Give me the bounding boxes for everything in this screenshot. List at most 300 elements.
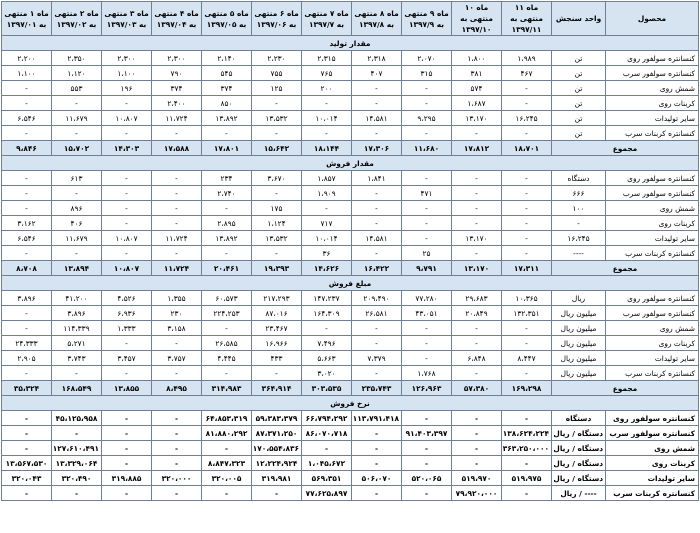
table-row xyxy=(2,216,699,231)
value-cell: ۶،۵۴۶ xyxy=(2,111,52,126)
value-cell: - xyxy=(402,351,452,366)
value-cell: ۲۵ xyxy=(402,246,452,261)
value-cell: - xyxy=(302,441,352,456)
product-cell: شمش روی xyxy=(606,441,699,456)
table-row xyxy=(2,336,699,351)
product-cell: کنسانتره سولفور روی xyxy=(606,171,699,186)
value-cell: ۲،۳۱۸ xyxy=(352,51,402,66)
value-cell: - xyxy=(152,216,202,231)
value-cell: - xyxy=(402,126,452,141)
value-cell: - xyxy=(2,426,52,441)
table-row xyxy=(2,51,699,66)
unit-cell: دستگاه / ریال xyxy=(552,426,606,441)
table-row xyxy=(2,426,699,441)
value-cell: - xyxy=(502,336,552,351)
value-cell: - xyxy=(202,201,252,216)
value-cell: ۷۱۷ xyxy=(302,216,352,231)
value-cell: ۳۲۰،۰۰۵ xyxy=(202,471,252,486)
value-cell: ۱۰،۰۱۴ xyxy=(302,231,352,246)
value-cell: - xyxy=(2,411,52,426)
value-cell: - xyxy=(2,486,52,501)
value-cell: ۸،۴۴۷ xyxy=(502,351,552,366)
value-cell: ۱۱،۶۷۹ xyxy=(52,111,102,126)
value-cell: ۶،۵۴۶ xyxy=(2,231,52,246)
value-cell: - xyxy=(2,201,52,216)
product-cell: سایر تولیدات xyxy=(606,111,699,126)
value-cell: ۲،۴۰۰ xyxy=(152,96,202,111)
value-cell: - xyxy=(102,411,152,426)
value-cell: - xyxy=(402,171,452,186)
header-month: ماه ۶ منتهی به ۱۳۹۷/۰۶ xyxy=(252,2,302,36)
header-month: ماه ۱ منتهی به ۱۳۹۷/۰۱ xyxy=(2,2,52,36)
total-value-cell: ۳۱۴،۹۸۳ xyxy=(202,381,252,396)
value-cell: - xyxy=(252,366,302,381)
unit-cell: تن xyxy=(552,96,606,111)
value-cell: ۶،۹۳۶ xyxy=(102,306,152,321)
product-cell: کربنات روی xyxy=(606,456,699,471)
value-cell: ۲۰۹،۴۹۰ xyxy=(352,291,402,306)
value-cell: - xyxy=(352,486,402,501)
value-cell: ۳،۰۲۰ xyxy=(302,366,352,381)
value-cell: ۱۴۷،۲۳۷ xyxy=(302,291,352,306)
value-cell: - xyxy=(502,321,552,336)
value-cell: - xyxy=(302,201,352,216)
value-cell: ۲،۳۵۰ xyxy=(52,51,102,66)
value-cell: ۱۳،۳۲۹،۰۶۴ xyxy=(52,456,102,471)
value-cell: - xyxy=(52,126,102,141)
value-cell: ۳،۶۷۰ xyxy=(252,171,302,186)
total-value-cell: ۵۷،۳۸۰ xyxy=(452,381,502,396)
value-cell: - xyxy=(352,81,402,96)
value-cell: ۴،۵۲۶ xyxy=(102,291,152,306)
value-cell: - xyxy=(2,246,52,261)
value-cell: - xyxy=(252,126,302,141)
value-cell: - xyxy=(452,366,502,381)
value-cell: - xyxy=(152,126,202,141)
value-cell: - xyxy=(202,486,252,501)
table-row xyxy=(2,96,699,111)
unit-cell: دستگاه / ریال xyxy=(552,441,606,456)
value-cell: - xyxy=(2,366,52,381)
value-cell: ۱۳،۱۷۰ xyxy=(452,111,502,126)
value-cell: ۲۳۴ xyxy=(202,171,252,186)
value-cell: ۳۸۱ xyxy=(452,66,502,81)
total-value-cell: ۱۸،۱۴۴ xyxy=(302,141,352,156)
value-cell: - xyxy=(152,441,202,456)
total-value-cell: ۹،۸۴۶ xyxy=(2,141,52,156)
value-cell: - xyxy=(152,246,202,261)
value-cell: ۸۷،۳۷۱،۲۵۰ xyxy=(252,426,302,441)
value-cell: - xyxy=(202,246,252,261)
total-value-cell: ۱۳،۱۷۰ xyxy=(452,261,502,276)
total-value-cell: ۱۹،۳۹۳ xyxy=(252,261,302,276)
value-cell: ۴۳۳ xyxy=(252,351,302,366)
product-cell: کنسانتره سولفور روی xyxy=(606,291,699,306)
value-cell: ۲۳،۴۶۷ xyxy=(252,321,302,336)
value-cell: ۶۴،۸۵۳،۳۱۹ xyxy=(202,411,252,426)
value-cell: - xyxy=(502,201,552,216)
header-product: محصول xyxy=(606,2,699,36)
value-cell: - xyxy=(402,336,452,351)
value-cell: ۷۹،۹۲۰،۰۰۰ xyxy=(452,486,502,501)
value-cell: - xyxy=(352,126,402,141)
value-cell: ۱۱،۶۷۹ xyxy=(52,231,102,246)
unit-cell: دستگاه / ریال xyxy=(552,471,606,486)
header-month: ماه ۸ منتهی به ۱۳۹۷/۸ xyxy=(352,2,402,36)
value-cell: - xyxy=(452,321,502,336)
section-title: مبلغ فروش xyxy=(2,276,699,291)
value-cell: ۲،۸۹۵ xyxy=(202,216,252,231)
value-cell: - xyxy=(302,321,352,336)
value-cell: ۲۱۷،۲۹۳ xyxy=(252,291,302,306)
value-cell: - xyxy=(2,186,52,201)
value-cell: ۳،۴۵۷ xyxy=(102,351,152,366)
value-cell: ۱۴،۵۸۱ xyxy=(352,231,402,246)
value-cell: - xyxy=(202,321,252,336)
total-value-cell: ۳۶۴،۹۱۴ xyxy=(252,381,302,396)
value-cell: ۳،۸۹۶ xyxy=(52,306,102,321)
value-cell: ۱۳۸،۶۲۴،۲۲۴ xyxy=(502,426,552,441)
value-cell: ۱،۰۴۵،۶۷۲ xyxy=(302,456,352,471)
value-cell: ۵،۲۷۱ xyxy=(52,336,102,351)
value-cell: - xyxy=(152,456,202,471)
table-row xyxy=(2,186,699,201)
value-cell: - xyxy=(102,441,152,456)
table-row xyxy=(2,441,699,456)
total-value-cell: ۳۵،۳۲۴ xyxy=(2,381,52,396)
value-cell: - xyxy=(352,321,402,336)
value-cell: ۶،۸۴۸ xyxy=(452,351,502,366)
value-cell: ۳،۷۵۷ xyxy=(152,351,202,366)
value-cell: - xyxy=(152,366,202,381)
value-cell: ۲،۹۰۵ xyxy=(2,351,52,366)
value-cell: ۳۱۹،۸۸۵ xyxy=(102,471,152,486)
value-cell: - xyxy=(452,186,502,201)
value-cell: - xyxy=(102,201,152,216)
value-cell: - xyxy=(352,336,402,351)
value-cell: - xyxy=(402,321,452,336)
value-cell: ۵۹،۳۸۳،۳۷۹ xyxy=(252,411,302,426)
value-cell: ۱۱،۷۲۴ xyxy=(152,111,202,126)
value-cell: - xyxy=(2,441,52,456)
value-cell: ۳،۱۶۲ xyxy=(2,216,52,231)
product-cell: کنسانتره سولفور سرب xyxy=(606,66,699,81)
value-cell: ۴۵،۱۲۵،۹۵۸ xyxy=(52,411,102,426)
value-cell: ۷،۳۷۹ xyxy=(352,351,402,366)
value-cell: - xyxy=(52,426,102,441)
total-value-cell: ۲۰،۴۶۱ xyxy=(202,261,252,276)
value-cell: ۳۷۴ xyxy=(152,81,202,96)
value-cell: - xyxy=(402,201,452,216)
header-month: ماه ۵ منتهی به ۱۳۹۷/۰۵ xyxy=(202,2,252,36)
value-cell: - xyxy=(52,246,102,261)
value-cell: ۱۲۷،۶۱۰،۴۹۱ xyxy=(52,441,102,456)
total-label: مجموع xyxy=(552,381,699,396)
section-header-row xyxy=(2,396,699,411)
value-cell: - xyxy=(152,201,202,216)
value-cell: ۲۶،۵۸۱ xyxy=(352,306,402,321)
product-cell: سایر تولیدات xyxy=(606,351,699,366)
value-cell: ۵۱۹،۹۷۵ xyxy=(502,471,552,486)
value-cell: - xyxy=(352,366,402,381)
value-cell: - xyxy=(352,216,402,231)
total-value-cell: ۱۴،۶۲۶ xyxy=(302,261,352,276)
unit-cell: ---- / ریال xyxy=(552,486,606,501)
value-cell: ۲،۱۴۰ xyxy=(202,51,252,66)
total-value-cell: ۱۶۹،۲۹۸ xyxy=(502,381,552,396)
unit-cell: تن xyxy=(552,81,606,96)
value-cell: ۴۰۷ xyxy=(352,66,402,81)
value-cell: - xyxy=(502,216,552,231)
value-cell: ۱۱،۷۲۴ xyxy=(152,231,202,246)
unit-cell: دستگاه xyxy=(552,411,606,426)
product-cell: کنسانتره سولفور روی xyxy=(606,411,699,426)
value-cell: - xyxy=(502,366,552,381)
value-cell: - xyxy=(102,171,152,186)
value-cell: - xyxy=(402,231,452,246)
value-cell: - xyxy=(152,171,202,186)
value-cell: - xyxy=(2,81,52,96)
value-cell: - xyxy=(502,456,552,471)
value-cell: ۱۰،۸۰۷ xyxy=(102,111,152,126)
table-row xyxy=(2,456,699,471)
product-cell: کنسانتره کربنات سرب xyxy=(606,246,699,261)
table-row xyxy=(2,126,699,141)
value-cell: - xyxy=(402,456,452,471)
value-cell: - xyxy=(402,81,452,96)
total-value-cell: ۱۱،۶۸۰ xyxy=(402,141,452,156)
table-row xyxy=(2,291,699,306)
unit-cell: ۶۶۶ xyxy=(552,186,606,201)
unit-cell: دستگاه / ریال xyxy=(552,456,606,471)
value-cell: - xyxy=(502,246,552,261)
value-cell: ۱۴،۵۸۱ xyxy=(352,111,402,126)
value-cell: - xyxy=(502,171,552,186)
value-cell: ۲،۳۰۰ xyxy=(152,51,202,66)
value-cell: ۱۲،۲۲۴،۹۲۴ xyxy=(252,456,302,471)
unit-cell: تن xyxy=(552,66,606,81)
value-cell: - xyxy=(52,486,102,501)
value-cell: - xyxy=(452,246,502,261)
total-value-cell: ۳۰۳،۵۳۵ xyxy=(302,381,352,396)
header-month: ماه ۳ منتهی به ۱۳۹۷/۰۳ xyxy=(102,2,152,36)
header-row xyxy=(2,2,699,36)
value-cell: ۱۳،۸۹۲ xyxy=(202,231,252,246)
value-cell: ۷۷،۶۲۵،۸۹۷ xyxy=(302,486,352,501)
total-value-cell: ۱۷،۸۰۱ xyxy=(202,141,252,156)
value-cell: - xyxy=(502,96,552,111)
value-cell: ۵۵۳ xyxy=(52,81,102,96)
unit-cell: میلیون ریال xyxy=(552,366,606,381)
value-cell: ۲۹،۶۸۳ xyxy=(452,291,502,306)
value-cell: ۳۱۹،۹۸۱ xyxy=(252,471,302,486)
value-cell: ۱۳،۵۶۷،۵۳۰ xyxy=(2,456,52,471)
value-cell: - xyxy=(202,366,252,381)
value-cell: ۳۶۳،۲۵۰،۰۰۰ xyxy=(502,441,552,456)
value-cell: - xyxy=(452,336,502,351)
value-cell: - xyxy=(252,96,302,111)
value-cell: ۳۲۰،۰۰۰ xyxy=(152,471,202,486)
table-row xyxy=(2,81,699,96)
total-value-cell: ۱۲۶،۹۶۳ xyxy=(402,381,452,396)
value-cell: - xyxy=(2,306,52,321)
unit-cell: ۱۶،۲۴۵ xyxy=(552,231,606,246)
value-cell: ۶۰،۵۷۳ xyxy=(202,291,252,306)
product-cell: کنسانتره کربنات سرب xyxy=(606,126,699,141)
value-cell: ۱،۱۰۰ xyxy=(102,66,152,81)
value-cell: ۵۱۹،۹۷۰ xyxy=(452,471,502,486)
value-cell: ۱۱۳،۷۹۱،۴۱۸ xyxy=(352,411,402,426)
value-cell: ۱۳،۵۳۲ xyxy=(252,111,302,126)
table-row xyxy=(2,306,699,321)
unit-cell: میلیون ریال xyxy=(552,306,606,321)
value-cell: ۴،۴۴۵ xyxy=(202,351,252,366)
total-value-cell: ۱۵،۶۴۲ xyxy=(252,141,302,156)
value-cell: - xyxy=(202,441,252,456)
value-cell: - xyxy=(402,411,452,426)
value-cell: ۷۶۵ xyxy=(302,66,352,81)
value-cell: ۴۷۱ xyxy=(402,186,452,201)
total-value-cell: ۱۷،۳۱۱ xyxy=(502,261,552,276)
unit-cell: تن xyxy=(552,51,606,66)
value-cell: - xyxy=(102,246,152,261)
value-cell: ۱،۸۵۷ xyxy=(302,171,352,186)
value-cell: ۱۳،۵۳۲ xyxy=(252,231,302,246)
table-row xyxy=(2,171,699,186)
value-cell: ۸۶،۰۷۰،۷۱۸ xyxy=(302,426,352,441)
value-cell: - xyxy=(52,186,102,201)
value-cell: ۳۲۰،۴۹۰ xyxy=(52,471,102,486)
value-cell: ۳۷۴ xyxy=(202,81,252,96)
value-cell: ۹۱،۴۰۳،۳۹۷ xyxy=(402,426,452,441)
total-value-cell: ۱۶،۴۲۲ xyxy=(352,261,402,276)
value-cell: - xyxy=(502,231,552,246)
total-value-cell: ۸،۴۹۵ xyxy=(152,381,202,396)
total-value-cell: ۱۷،۳۰۶ xyxy=(352,141,402,156)
unit-cell: میلیون ریال xyxy=(552,321,606,336)
product-cell: سایر تولیدات xyxy=(606,231,699,246)
table-row xyxy=(2,321,699,336)
value-cell: ۱۰،۳۶۵ xyxy=(502,291,552,306)
value-cell: - xyxy=(2,96,52,111)
value-cell: - xyxy=(152,486,202,501)
value-cell: - xyxy=(102,456,152,471)
value-cell: - xyxy=(102,96,152,111)
value-cell: ۱،۳۳۳ xyxy=(102,321,152,336)
value-cell: - xyxy=(452,426,502,441)
value-cell: ۱،۹۸۹ xyxy=(502,51,552,66)
value-cell: ۲،۳۰۰ xyxy=(102,51,152,66)
value-cell: ۱۲۵ xyxy=(252,81,302,96)
total-value-cell: ۱۳،۸۹۴ xyxy=(52,261,102,276)
value-cell: ۱۰،۰۱۴ xyxy=(302,111,352,126)
value-cell: ۴۰۶ xyxy=(52,216,102,231)
value-cell: - xyxy=(502,81,552,96)
value-cell: ۲۰،۸۴۹ xyxy=(452,306,502,321)
value-cell: ۲،۷۴۰ xyxy=(202,186,252,201)
value-cell: ۵۰۶،۰۷۰ xyxy=(352,471,402,486)
product-cell: کنسانتره سولفور سرب xyxy=(606,306,699,321)
value-cell: - xyxy=(52,366,102,381)
header-month: ماه ۲ منتهی به ۱۳۹۷/۰۲ xyxy=(52,2,102,36)
value-cell: - xyxy=(152,426,202,441)
value-cell: ۱،۶۸۷ xyxy=(452,96,502,111)
value-cell: ۳۲۰،۰۴۳ xyxy=(2,471,52,486)
value-cell: ۲،۳۱۵ xyxy=(302,51,352,66)
value-cell: - xyxy=(202,126,252,141)
value-cell: - xyxy=(402,441,452,456)
monthly-report-table xyxy=(1,1,699,501)
value-cell: - xyxy=(452,171,502,186)
unit-cell: ---- xyxy=(552,246,606,261)
value-cell: - xyxy=(102,426,152,441)
product-cell: کنسانتره کربنات سرب xyxy=(606,366,699,381)
value-cell: ۲،۲۰۰ xyxy=(2,51,52,66)
table-row xyxy=(2,111,699,126)
product-cell: کنسانتره کربنات سرب xyxy=(606,486,699,501)
value-cell: ۷،۴۹۶ xyxy=(302,336,352,351)
value-cell: ۵۶۹،۳۵۱ xyxy=(302,471,352,486)
total-value-cell: ۱۸،۷۰۱ xyxy=(502,141,552,156)
header-month: ماه ۷ منتهی به ۱۳۹۷/۷ xyxy=(302,2,352,36)
value-cell: - xyxy=(102,366,152,381)
value-cell: ۱،۸۰۰ xyxy=(452,51,502,66)
value-cell: ۶۱۳ xyxy=(52,171,102,186)
value-cell: - xyxy=(352,426,402,441)
unit-cell: میلیون ریال xyxy=(552,336,606,351)
value-cell: ۱،۹۰۹ xyxy=(302,186,352,201)
value-cell: ۱۶۴،۳۰۹ xyxy=(302,306,352,321)
value-cell: - xyxy=(352,246,402,261)
value-cell: - xyxy=(452,201,502,216)
product-cell: کربنات روی xyxy=(606,336,699,351)
value-cell: ۲،۲۳۰ xyxy=(252,51,302,66)
product-cell: سایر تولیدات xyxy=(606,471,699,486)
value-cell: - xyxy=(502,126,552,141)
total-value-cell: ۸،۷۰۸ xyxy=(2,261,52,276)
value-cell: - xyxy=(502,411,552,426)
value-cell: ۱،۱۲۰ xyxy=(52,66,102,81)
product-cell: کنسانتره سولفور سرب xyxy=(606,426,699,441)
value-cell: - xyxy=(352,201,402,216)
total-label: مجموع xyxy=(552,141,699,156)
value-cell: ۱،۱۰۰ xyxy=(2,66,52,81)
value-cell: ۵۷۴ xyxy=(452,81,502,96)
value-cell: ۵۲۰،۰۶۵ xyxy=(402,471,452,486)
section-header-row xyxy=(2,276,699,291)
value-cell: ۴۳،۰۵۱ xyxy=(402,306,452,321)
value-cell: - xyxy=(152,186,202,201)
product-cell: کربنات روی xyxy=(606,216,699,231)
total-row xyxy=(2,141,699,156)
value-cell: ۲۲۴،۲۵۳ xyxy=(202,306,252,321)
unit-cell: ریال xyxy=(552,291,606,306)
total-label: مجموع xyxy=(552,261,699,276)
report-page xyxy=(0,1,700,533)
value-cell: ۴۶۷ xyxy=(502,66,552,81)
value-cell: - xyxy=(102,126,152,141)
value-cell: ۸۵۰ xyxy=(202,96,252,111)
unit-cell: میلیون ریال xyxy=(552,351,606,366)
table-row xyxy=(2,246,699,261)
value-cell: ۱،۱۲۴ xyxy=(252,216,302,231)
value-cell: ۱،۷۶۸ xyxy=(402,366,452,381)
value-cell: ۷۷،۲۸۰ xyxy=(402,291,452,306)
value-cell: - xyxy=(302,126,352,141)
header-month: ماه ۱۱ منتهی به ۱۳۹۷/۱۱ xyxy=(502,2,552,36)
value-cell: ۱۳۲،۳۵۱ xyxy=(502,306,552,321)
value-cell: ۲،۰۷۰ xyxy=(402,51,452,66)
